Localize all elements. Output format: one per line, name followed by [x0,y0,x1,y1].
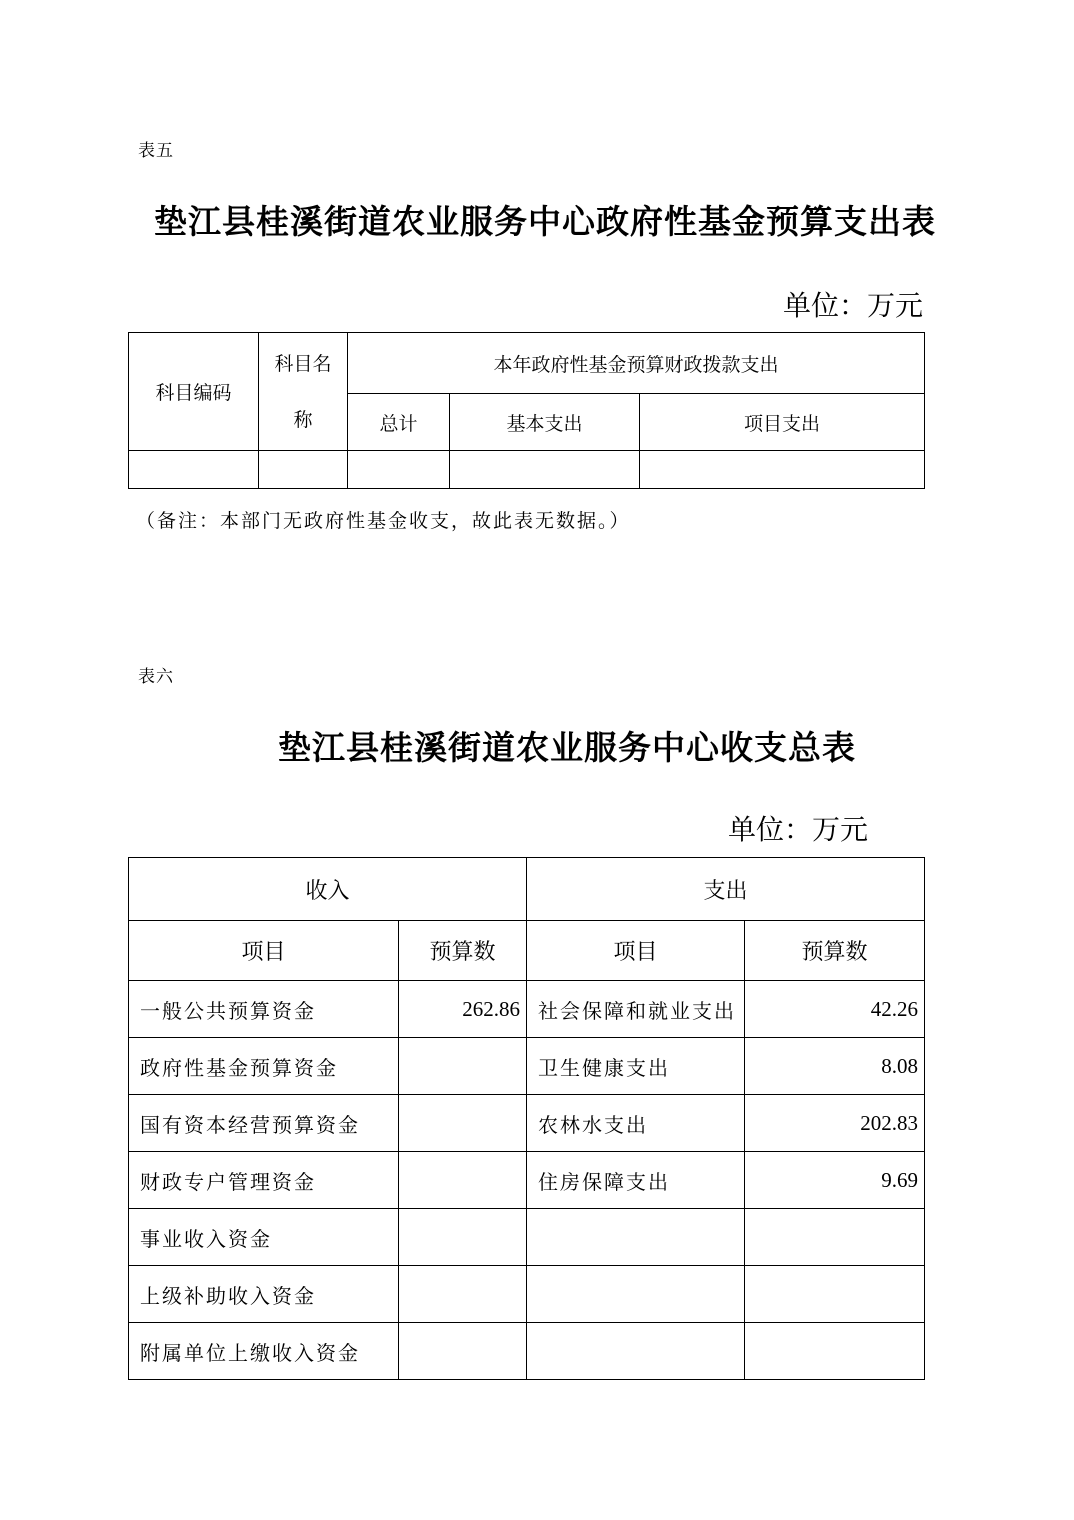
table5-label: 表五 [138,141,174,161]
expense-item: 农林水支出 [527,1095,745,1152]
header-expense-budget: 预算数 [745,921,925,981]
income-value [399,1323,527,1380]
expense-item: 卫生健康支出 [527,1038,745,1095]
header-income-budget: 预算数 [399,921,527,981]
expense-value: 8.08 [745,1038,925,1095]
empty-cell [450,451,640,489]
income-item: 财政专户管理资金 [129,1152,399,1209]
header-group: 本年政府性基金预算财政拨款支出 [348,333,925,394]
expense-value: 42.26 [745,981,925,1038]
table-row [129,1323,925,1380]
table-row [129,1152,925,1209]
expense-item [527,1323,745,1380]
table-row [129,451,925,489]
header-income-item: 项目 [129,921,399,981]
header-expense-item: 项目 [527,921,745,981]
income-item: 国有资本经营预算资金 [129,1095,399,1152]
income-value [399,1095,527,1152]
expense-item [527,1266,745,1323]
table5-title: 垫江县桂溪街道农业服务中心政府性基金预算支出表 [154,202,936,241]
empty-cell [348,451,450,489]
income-item: 事业收入资金 [129,1209,399,1266]
table6 [128,857,925,1380]
header-project: 项目支出 [640,394,925,451]
table-row [129,1209,925,1266]
header-name-line2: 称 [293,408,313,431]
income-value [399,1152,527,1209]
header-income: 收入 [129,858,527,921]
header-name-line1: 科目名 [274,352,332,375]
table-row [129,1038,925,1095]
table6-title: 垫江县桂溪街道农业服务中心收支总表 [278,728,856,767]
empty-cell [129,451,259,489]
income-value [399,1038,527,1095]
income-value: 262.86 [399,981,527,1038]
income-item: 上级补助收入资金 [129,1266,399,1323]
income-item: 一般公共预算资金 [129,981,399,1038]
income-item: 附属单位上缴收入资金 [129,1323,399,1380]
table6-unit: 单位：万元 [727,813,868,846]
empty-cell [640,451,925,489]
expense-value: 202.83 [745,1095,925,1152]
header-name [259,333,348,451]
table5-note: （备注：本部门无政府性基金收支，故此表无数据。） [136,510,631,532]
table5 [128,332,925,489]
expense-item: 社会保障和就业支出 [527,981,745,1038]
expense-item [527,1209,745,1266]
header-code: 科目编码 [129,333,259,451]
expense-value: 9.69 [745,1152,925,1209]
table-row [129,1266,925,1323]
table6-label: 表六 [138,667,174,687]
header-expense: 支出 [527,858,925,921]
table-row [129,981,925,1038]
expense-value [745,1323,925,1380]
empty-cell [259,451,348,489]
income-item: 政府性基金预算资金 [129,1038,399,1095]
table5-unit: 单位：万元 [782,289,923,322]
income-value [399,1266,527,1323]
expense-value [745,1266,925,1323]
header-total: 总计 [348,394,450,451]
table-row [129,1095,925,1152]
income-value [399,1209,527,1266]
header-basic: 基本支出 [450,394,640,451]
expense-value [745,1209,925,1266]
expense-item: 住房保障支出 [527,1152,745,1209]
